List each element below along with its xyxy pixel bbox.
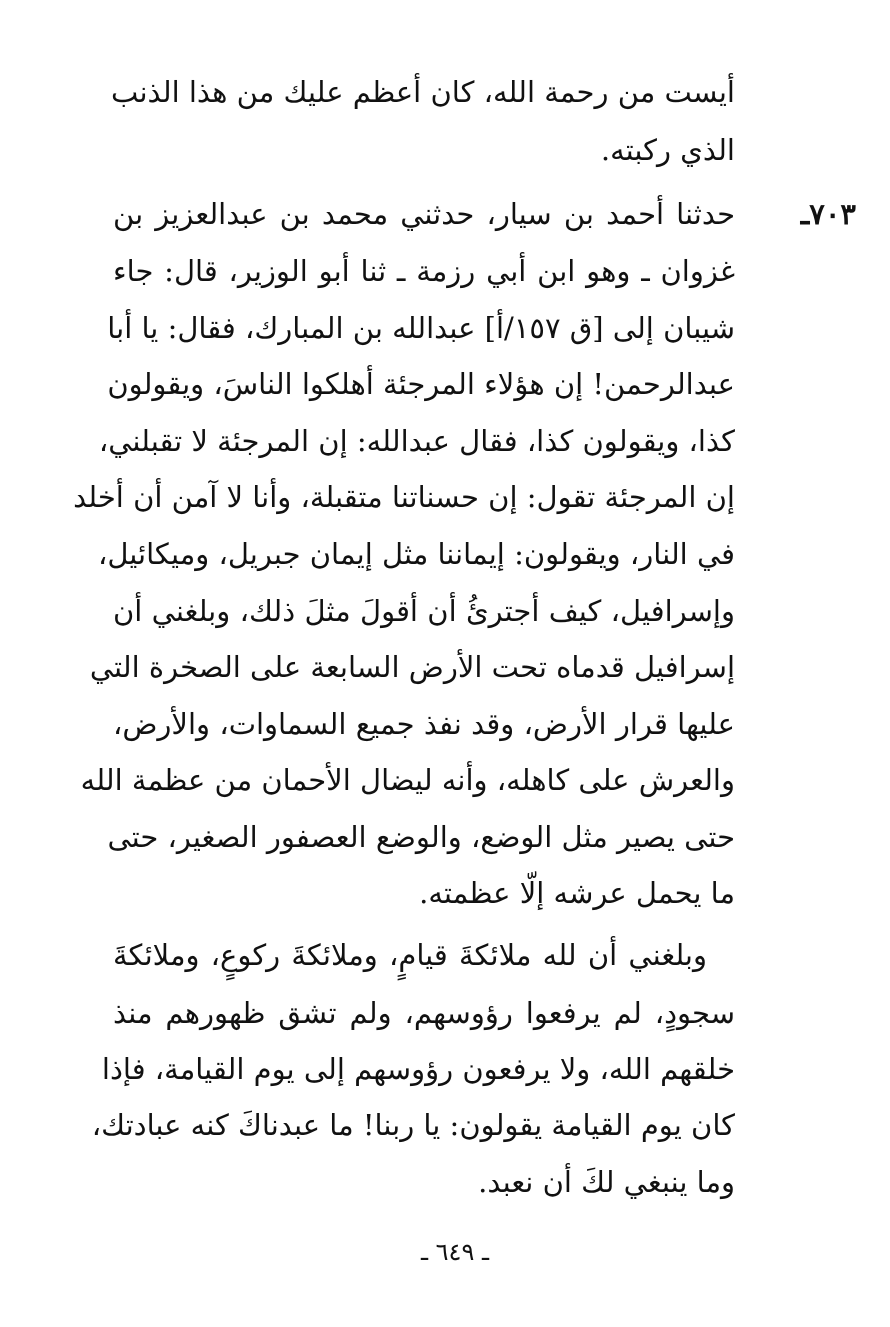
entry-line: حتى يصير مثل الوضع، والوضع العصفور الصغير، حتى <box>107 820 735 854</box>
entry-line: غزوان ـ وهو ابن أبي رزمة ـ ثنا أبو الوزير، قال: جاء <box>113 254 735 288</box>
entry-line: حدثنا أحمد بن سيار، حدثني محمد بن عبدالعزيز بن <box>113 197 735 231</box>
entry-line: شيبان إلى [ق ١٥٧/أ] عبدالله بن المبارك، فقال: يا أبا <box>107 311 735 345</box>
entry-line: والعرش على كاهله، وأنه ليضال الأحمان من عظمة الله <box>80 763 735 797</box>
entry-line: ما يحمل عرشه إلّا عظمته. <box>419 876 735 910</box>
entry-line: عليها قرار الأرض، وقد نفذ جميع السماوات، والأرض، <box>113 707 735 741</box>
paragraph-line: سجودٍ، لم يرفعوا رؤوسهم، ولم تشق ظهورهم منذ <box>113 996 735 1030</box>
entry-line: وإسرافيل، كيف أجترئُ أن أقولَ مثلَ ذلك، وبلغني أن <box>113 594 735 628</box>
paragraph-line: خلقهم الله، ولا يرفعون رؤوسهم إلى يوم القيامة، فإذا <box>101 1052 735 1086</box>
entry-line: إسرافيل قدماه تحت الأرض السابعة على الصخرة التي <box>89 650 735 684</box>
entry-line: كذا، ويقولون كذا، فقال عبدالله: إن المرجئة لا تقبلني، <box>98 424 735 458</box>
paragraph-line: وبلغني أن لله ملائكةَ قيامٍ، وملائكةَ ركوعٍ، وملائكةَ <box>113 938 707 972</box>
page-number: ـ ٦٤٩ ـ <box>420 1238 489 1266</box>
paragraph-line: وما ينبغي لكَ أن نعبد. <box>478 1165 735 1199</box>
text-line: أيست من رحمة الله، كان أعظم عليك من هذا الذنب <box>110 75 735 109</box>
text-line: الذي ركبته. <box>600 133 735 167</box>
entry-line: عبدالرحمن! إن هؤلاء المرجئة أهلكوا الناسَ، ويقولون <box>107 367 735 401</box>
paragraph-line: كان يوم القيامة يقولون: يا ربنا! ما عبدناكَ كنه عبادتك، <box>91 1108 735 1142</box>
entry-number: ٧٠٣ـ <box>800 197 856 231</box>
entry-line: في النار، ويقولون: إيماننا مثل إيمان جبريل، وميكائيل، <box>97 537 735 571</box>
entry-line: إن المرجئة تقول: إن حسناتنا متقبلة، وأنا لا آمن أن أخلد <box>73 480 735 514</box>
